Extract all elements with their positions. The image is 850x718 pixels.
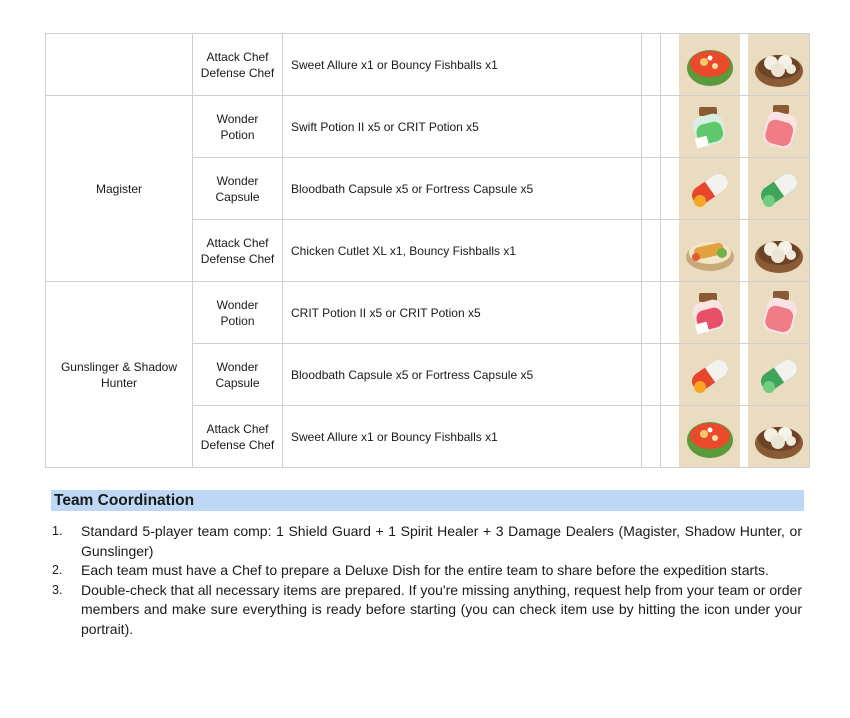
items-cell: Sweet Allure x1 or Bouncy Fishballs x1	[283, 406, 642, 468]
list-item: 1. Standard 5-player team comp: 1 Shield Guard + 1 Spirit Healer + 3 Damage Dealers (Magister, Shadow Hunter, or Gunslinger)	[52, 523, 802, 559]
pink-potion-icon	[748, 282, 809, 343]
melon-soup-icon	[679, 34, 740, 95]
list-item: 3. Double-check that all necessary items are prepared. If you're missing anything, request help from your team or order members and make sure everything is ready before starting (you can check item use by hitting the icon under your portrait).	[52, 581, 802, 637]
section-heading: Team Coordination	[51, 490, 804, 511]
role-cell	[46, 34, 193, 96]
item-type-cell: Wonder Capsule	[193, 344, 283, 406]
green-capsule-icon	[748, 158, 809, 219]
green-potion-icon	[679, 96, 740, 157]
fishballs-icon	[748, 34, 809, 95]
item-type-cell: Wonder Capsule	[193, 158, 283, 220]
items-cell: Swift Potion II x5 or CRIT Potion x5	[283, 96, 642, 158]
item-type-cell: Attack Chef Defense Chef	[193, 220, 283, 282]
pink-potion-icon	[748, 96, 809, 157]
items-cell: Sweet Allure x1 or Bouncy Fishballs x1	[283, 34, 642, 96]
list-item: 2. Each team must have a Chef to prepare a Deluxe Dish for the entire team to share before the expedition starts.	[52, 562, 769, 578]
red-capsule-icon	[679, 158, 740, 219]
red-potion-icon	[679, 282, 740, 343]
item-type-cell: Wonder Potion	[193, 96, 283, 158]
items-cell: CRIT Potion II x5 or CRIT Potion x5	[283, 282, 642, 344]
red-capsule-icon	[679, 344, 740, 405]
items-cell: Bloodbath Capsule x5 or Fortress Capsule x5	[283, 344, 642, 406]
table-row	[46, 282, 810, 344]
table-row	[46, 34, 810, 96]
items-cell: Bloodbath Capsule x5 or Fortress Capsule x5	[283, 158, 642, 220]
item-type-cell: Wonder Potion	[193, 282, 283, 344]
item-type-cell: Attack Chef Defense Chef	[193, 34, 283, 96]
fishballs-icon	[748, 406, 809, 467]
role-cell: Gunslinger & Shadow Hunter	[46, 282, 193, 468]
green-capsule-icon	[748, 344, 809, 405]
table-row	[46, 96, 810, 158]
chicken-cutlet-icon	[679, 220, 740, 281]
items-cell: Chicken Cutlet XL x1, Bouncy Fishballs x1	[283, 220, 642, 282]
coordination-list	[52, 522, 802, 639]
role-cell: Magister	[46, 96, 193, 282]
item-type-cell: Attack Chef Defense Chef	[193, 406, 283, 468]
fishballs-icon	[748, 220, 809, 281]
melon-soup-icon	[679, 406, 740, 467]
consumables-table	[45, 33, 810, 468]
